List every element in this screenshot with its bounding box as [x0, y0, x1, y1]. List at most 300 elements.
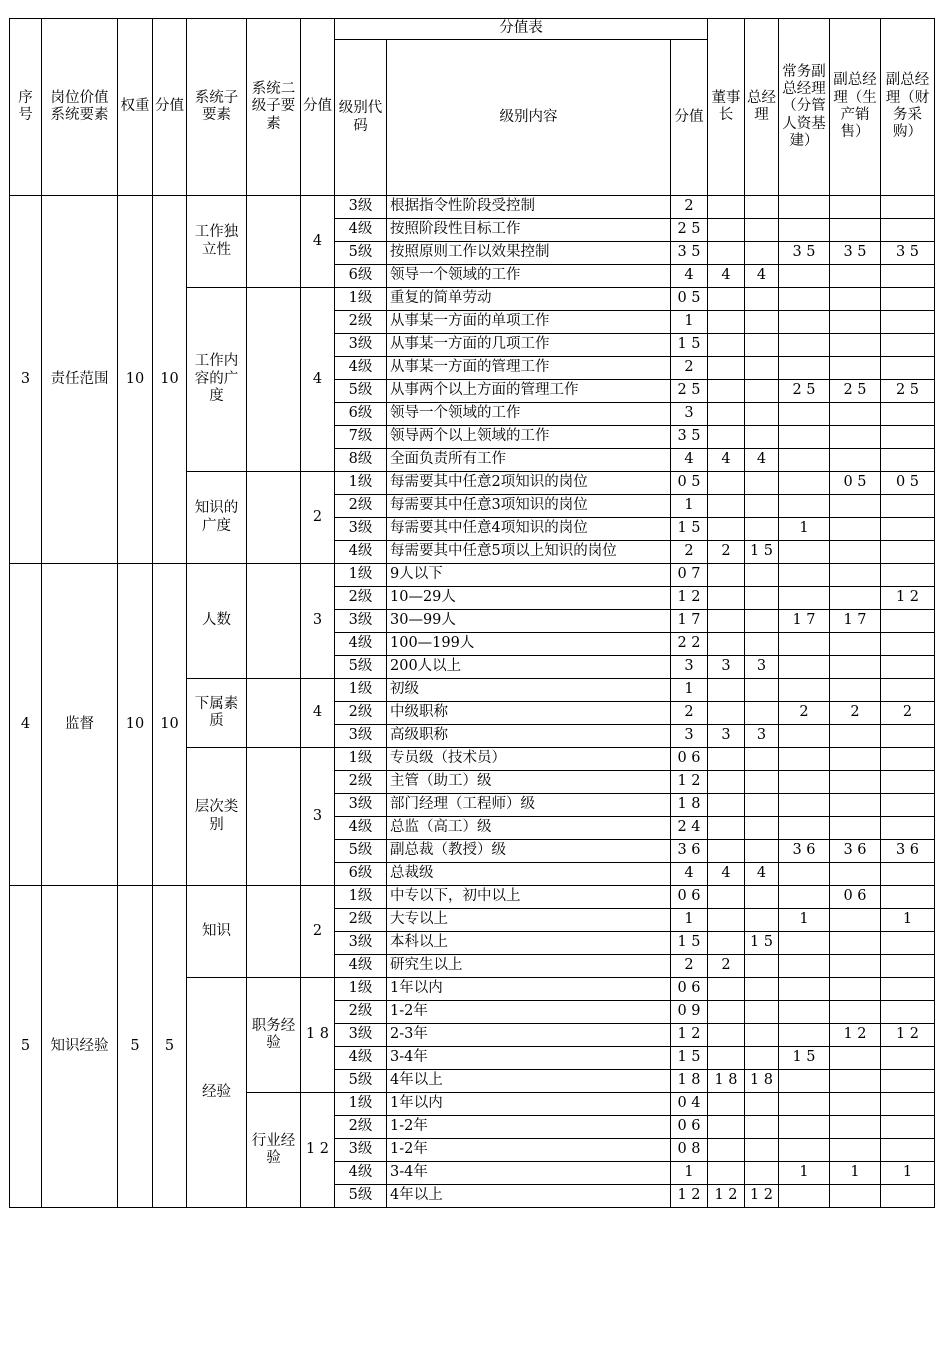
position-4-score-cell — [830, 1116, 881, 1139]
level-score-cell: 3 6 — [671, 840, 708, 863]
position-4-score-cell: 0 5 — [830, 472, 881, 495]
header-element: 岗位价值系统要素 — [42, 19, 118, 196]
position-2-score-cell — [745, 909, 779, 932]
level-score-cell: 0 6 — [671, 748, 708, 771]
header-level-score: 分值 — [671, 40, 708, 196]
position-1-score-cell — [708, 357, 745, 380]
level-code-cell: 2级 — [335, 702, 387, 725]
position-4-score-cell — [830, 725, 881, 748]
position-3-score-cell — [779, 449, 830, 472]
level-score-cell: 0 6 — [671, 886, 708, 909]
position-2-score-cell: 1 5 — [745, 541, 779, 564]
position-2-score-cell — [745, 196, 779, 219]
position-5-score-cell: 2 5 — [881, 380, 935, 403]
position-1-score-cell — [708, 426, 745, 449]
sub-element-cell: 经验 — [187, 978, 247, 1208]
position-5-score-cell — [881, 955, 935, 978]
position-2-score-cell — [745, 403, 779, 426]
sub2-element-cell — [247, 748, 301, 886]
level-content-cell: 部门经理（工程师）级 — [387, 794, 671, 817]
position-4-score-cell — [830, 1001, 881, 1024]
position-2-score-cell — [745, 242, 779, 265]
level-code-cell: 1级 — [335, 472, 387, 495]
position-1-score-cell — [708, 1024, 745, 1047]
level-score-cell: 4 — [671, 449, 708, 472]
level-code-cell: 2级 — [335, 1001, 387, 1024]
header-level-content: 级别内容 — [387, 40, 671, 196]
level-score-cell: 1 2 — [671, 1024, 708, 1047]
sub2-element-cell — [247, 288, 301, 472]
job-evaluation-table — [9, 18, 935, 1208]
level-code-cell: 2级 — [335, 909, 387, 932]
level-code-cell: 4级 — [335, 817, 387, 840]
position-1-score-cell — [708, 495, 745, 518]
table-row — [10, 564, 935, 587]
position-5-score-cell — [881, 334, 935, 357]
position-2-score-cell — [745, 1047, 779, 1070]
seq-cell: 3 — [10, 196, 42, 564]
position-3-score-cell — [779, 771, 830, 794]
position-5-score-cell — [881, 288, 935, 311]
position-5-score-cell — [881, 1139, 935, 1162]
position-4-score-cell — [830, 288, 881, 311]
position-4-score-cell — [830, 817, 881, 840]
position-5-score-cell — [881, 817, 935, 840]
position-5-score-cell — [881, 633, 935, 656]
position-4-score-cell — [830, 1185, 881, 1208]
position-4-score-cell — [830, 265, 881, 288]
sub-element-cell: 知识的广度 — [187, 472, 247, 564]
position-4-score-cell — [830, 334, 881, 357]
position-5-score-cell — [881, 794, 935, 817]
level-content-cell: 领导两个以上领域的工作 — [387, 426, 671, 449]
position-4-score-cell — [830, 196, 881, 219]
position-3-score-cell — [779, 334, 830, 357]
sub-score-cell: 4 — [301, 679, 335, 748]
position-4-score-cell — [830, 1070, 881, 1093]
position-3-score-cell — [779, 748, 830, 771]
position-1-score-cell: 4 — [708, 863, 745, 886]
position-4-score-cell — [830, 495, 881, 518]
position-1-score-cell — [708, 1093, 745, 1116]
level-content-cell: 1-2年 — [387, 1001, 671, 1024]
position-3-score-cell — [779, 541, 830, 564]
position-4-score-cell — [830, 794, 881, 817]
level-content-cell: 4年以上 — [387, 1185, 671, 1208]
level-content-cell: 大专以上 — [387, 909, 671, 932]
position-2-score-cell — [745, 840, 779, 863]
position-3-score-cell — [779, 495, 830, 518]
weight-cell: 10 — [118, 196, 153, 564]
position-2-score-cell — [745, 1024, 779, 1047]
level-code-cell: 1级 — [335, 748, 387, 771]
sub-score-cell: 4 — [301, 288, 335, 472]
level-score-cell: 1 — [671, 495, 708, 518]
position-5-score-cell — [881, 357, 935, 380]
level-code-cell: 1级 — [335, 679, 387, 702]
position-4-score-cell: 2 — [830, 702, 881, 725]
position-5-score-cell — [881, 656, 935, 679]
level-score-cell: 1 2 — [671, 587, 708, 610]
level-score-cell: 0 9 — [671, 1001, 708, 1024]
level-content-cell: 4年以上 — [387, 1070, 671, 1093]
level-code-cell: 8级 — [335, 449, 387, 472]
level-score-cell: 0 7 — [671, 564, 708, 587]
score-cell: 10 — [153, 564, 187, 886]
sub-score-cell: 1 8 — [301, 978, 335, 1093]
level-content-cell: 30—99人 — [387, 610, 671, 633]
sub2-element-cell — [247, 679, 301, 748]
level-score-cell: 3 5 — [671, 426, 708, 449]
position-3-score-cell — [779, 403, 830, 426]
position-3-score-cell — [779, 587, 830, 610]
sub2-element-cell: 职务经验 — [247, 978, 301, 1093]
score-cell: 5 — [153, 886, 187, 1208]
position-2-score-cell: 4 — [745, 449, 779, 472]
level-score-cell: 2 2 — [671, 633, 708, 656]
position-5-score-cell — [881, 886, 935, 909]
level-code-cell: 3级 — [335, 794, 387, 817]
position-2-score-cell — [745, 955, 779, 978]
level-code-cell: 1级 — [335, 1093, 387, 1116]
level-score-cell: 3 — [671, 725, 708, 748]
level-code-cell: 1级 — [335, 978, 387, 1001]
sub2-element-cell — [247, 196, 301, 288]
level-code-cell: 6级 — [335, 863, 387, 886]
position-5-score-cell — [881, 1185, 935, 1208]
position-5-score-cell: 1 2 — [881, 1024, 935, 1047]
level-score-cell: 2 5 — [671, 380, 708, 403]
level-content-cell: 每需要其中任意4项知识的岗位 — [387, 518, 671, 541]
position-3-score-cell: 1 — [779, 518, 830, 541]
level-score-cell: 2 5 — [671, 219, 708, 242]
position-1-score-cell — [708, 702, 745, 725]
level-score-cell: 1 5 — [671, 518, 708, 541]
position-3-score-cell: 1 — [779, 1162, 830, 1185]
position-5-score-cell: 3 5 — [881, 242, 935, 265]
position-4-score-cell — [830, 656, 881, 679]
level-score-cell: 1 8 — [671, 794, 708, 817]
position-4-score-cell: 0 6 — [830, 886, 881, 909]
level-content-cell: 主管（助工）级 — [387, 771, 671, 794]
position-2-score-cell — [745, 633, 779, 656]
position-1-score-cell — [708, 748, 745, 771]
level-score-cell: 0 6 — [671, 978, 708, 1001]
position-3-score-cell — [779, 1024, 830, 1047]
level-code-cell: 5级 — [335, 1185, 387, 1208]
level-code-cell: 3级 — [335, 610, 387, 633]
position-4-score-cell: 1 7 — [830, 610, 881, 633]
level-content-cell: 根据指令性阶段受控制 — [387, 196, 671, 219]
position-2-score-cell — [745, 886, 779, 909]
position-5-score-cell — [881, 978, 935, 1001]
position-1-score-cell — [708, 886, 745, 909]
level-code-cell: 4级 — [335, 219, 387, 242]
level-score-cell: 2 — [671, 955, 708, 978]
header-row-1 — [10, 19, 935, 40]
sub-score-cell: 3 — [301, 564, 335, 679]
position-3-score-cell — [779, 725, 830, 748]
level-score-cell: 1 5 — [671, 932, 708, 955]
position-3-score-cell — [779, 265, 830, 288]
position-4-score-cell — [830, 633, 881, 656]
position-1-score-cell — [708, 771, 745, 794]
level-content-cell: 1-2年 — [387, 1116, 671, 1139]
header-sub2-element: 系统二级子要素 — [247, 19, 301, 196]
level-content-cell: 1-2年 — [387, 1139, 671, 1162]
position-3-score-cell: 2 — [779, 702, 830, 725]
position-1-score-cell — [708, 1001, 745, 1024]
position-1-score-cell — [708, 817, 745, 840]
position-2-score-cell — [745, 978, 779, 1001]
level-score-cell: 3 5 — [671, 242, 708, 265]
level-score-cell: 1 2 — [671, 1185, 708, 1208]
position-1-score-cell — [708, 840, 745, 863]
level-score-cell: 4 — [671, 265, 708, 288]
sub-element-cell: 人数 — [187, 564, 247, 679]
position-4-score-cell — [830, 426, 881, 449]
position-2-score-cell: 3 — [745, 656, 779, 679]
position-4-score-cell: 3 6 — [830, 840, 881, 863]
position-3-score-cell — [779, 1116, 830, 1139]
position-4-score-cell — [830, 771, 881, 794]
position-1-score-cell — [708, 518, 745, 541]
level-code-cell: 3级 — [335, 1024, 387, 1047]
level-content-cell: 从事某一方面的管理工作 — [387, 357, 671, 380]
position-5-score-cell: 1 — [881, 1162, 935, 1185]
position-3-score-cell — [779, 863, 830, 886]
level-content-cell: 领导一个领域的工作 — [387, 265, 671, 288]
position-4-score-cell — [830, 311, 881, 334]
level-content-cell: 100—199人 — [387, 633, 671, 656]
level-code-cell: 3级 — [335, 334, 387, 357]
position-2-score-cell — [745, 472, 779, 495]
level-content-cell: 研究生以上 — [387, 955, 671, 978]
position-2-score-cell — [745, 794, 779, 817]
position-5-score-cell — [881, 1047, 935, 1070]
position-2-score-cell — [745, 311, 779, 334]
sub2-element-cell — [247, 564, 301, 679]
level-content-cell: 初级 — [387, 679, 671, 702]
position-2-score-cell: 1 2 — [745, 1185, 779, 1208]
level-content-cell: 本科以上 — [387, 932, 671, 955]
position-3-score-cell: 1 — [779, 909, 830, 932]
level-code-cell: 2级 — [335, 311, 387, 334]
position-1-score-cell — [708, 909, 745, 932]
level-content-cell: 总裁级 — [387, 863, 671, 886]
level-score-cell: 1 — [671, 679, 708, 702]
position-2-score-cell — [745, 357, 779, 380]
position-4-score-cell — [830, 955, 881, 978]
level-score-cell: 2 — [671, 196, 708, 219]
table-body — [10, 196, 935, 1208]
header-level-code: 级别代码 — [335, 40, 387, 196]
position-1-score-cell — [708, 564, 745, 587]
level-code-cell: 4级 — [335, 357, 387, 380]
position-4-score-cell: 3 5 — [830, 242, 881, 265]
position-2-score-cell — [745, 748, 779, 771]
position-2-score-cell — [745, 610, 779, 633]
position-5-score-cell — [881, 541, 935, 564]
level-code-cell: 3级 — [335, 518, 387, 541]
level-content-cell: 专员级（技术员） — [387, 748, 671, 771]
position-5-score-cell — [881, 311, 935, 334]
position-1-score-cell — [708, 311, 745, 334]
position-1-score-cell — [708, 679, 745, 702]
position-3-score-cell: 3 5 — [779, 242, 830, 265]
position-1-score-cell — [708, 1047, 745, 1070]
level-content-cell: 高级职称 — [387, 725, 671, 748]
sub-element-cell: 工作独立性 — [187, 196, 247, 288]
level-code-cell: 6级 — [335, 403, 387, 426]
position-5-score-cell — [881, 495, 935, 518]
level-code-cell: 2级 — [335, 1116, 387, 1139]
position-4-score-cell — [830, 357, 881, 380]
position-4-score-cell: 2 5 — [830, 380, 881, 403]
position-4-score-cell — [830, 932, 881, 955]
position-5-score-cell — [881, 1093, 935, 1116]
level-code-cell: 5级 — [335, 656, 387, 679]
position-3-score-cell — [779, 955, 830, 978]
header-sub-element: 系统子要素 — [187, 19, 247, 196]
position-1-score-cell: 1 8 — [708, 1070, 745, 1093]
position-5-score-cell — [881, 426, 935, 449]
level-code-cell: 6级 — [335, 265, 387, 288]
position-1-score-cell: 1 2 — [708, 1185, 745, 1208]
position-2-score-cell: 1 5 — [745, 932, 779, 955]
position-3-score-cell — [779, 1139, 830, 1162]
header-position-1: 董事长 — [708, 19, 745, 196]
level-code-cell: 2级 — [335, 587, 387, 610]
table-row — [10, 196, 935, 219]
position-4-score-cell — [830, 1047, 881, 1070]
position-2-score-cell — [745, 587, 779, 610]
table-row — [10, 886, 935, 909]
position-3-score-cell: 1 7 — [779, 610, 830, 633]
position-3-score-cell — [779, 564, 830, 587]
level-code-cell: 4级 — [335, 541, 387, 564]
position-5-score-cell — [881, 219, 935, 242]
position-1-score-cell — [708, 1139, 745, 1162]
position-1-score-cell — [708, 633, 745, 656]
sub-score-cell: 4 — [301, 196, 335, 288]
weight-cell: 5 — [118, 886, 153, 1208]
level-score-cell: 1 — [671, 909, 708, 932]
position-3-score-cell — [779, 1093, 830, 1116]
level-score-cell: 2 — [671, 541, 708, 564]
position-2-score-cell — [745, 1093, 779, 1116]
position-2-score-cell: 4 — [745, 265, 779, 288]
position-3-score-cell — [779, 633, 830, 656]
position-4-score-cell: 1 — [830, 1162, 881, 1185]
position-2-score-cell — [745, 1001, 779, 1024]
level-code-cell: 4级 — [335, 1162, 387, 1185]
level-code-cell: 1级 — [335, 288, 387, 311]
level-content-cell: 全面负责所有工作 — [387, 449, 671, 472]
sub2-element-cell — [247, 886, 301, 978]
position-4-score-cell — [830, 1093, 881, 1116]
position-1-score-cell — [708, 242, 745, 265]
header-position-4: 副总经理（生产销售） — [830, 19, 881, 196]
position-4-score-cell — [830, 679, 881, 702]
level-code-cell: 4级 — [335, 955, 387, 978]
position-3-score-cell: 3 6 — [779, 840, 830, 863]
level-code-cell: 2级 — [335, 771, 387, 794]
level-content-cell: 从事两个以上方面的管理工作 — [387, 380, 671, 403]
level-score-cell: 0 8 — [671, 1139, 708, 1162]
position-5-score-cell: 1 2 — [881, 587, 935, 610]
level-code-cell: 7级 — [335, 426, 387, 449]
position-5-score-cell — [881, 863, 935, 886]
position-2-score-cell — [745, 1116, 779, 1139]
weight-cell: 10 — [118, 564, 153, 886]
position-3-score-cell: 1 5 — [779, 1047, 830, 1070]
level-content-cell: 每需要其中任意2项知识的岗位 — [387, 472, 671, 495]
sub-element-cell: 层次类别 — [187, 748, 247, 886]
level-code-cell: 5级 — [335, 840, 387, 863]
position-3-score-cell — [779, 196, 830, 219]
sub-element-cell: 知识 — [187, 886, 247, 978]
position-3-score-cell: 2 5 — [779, 380, 830, 403]
position-5-score-cell — [881, 449, 935, 472]
position-4-score-cell — [830, 449, 881, 472]
position-5-score-cell — [881, 748, 935, 771]
position-1-score-cell — [708, 334, 745, 357]
sub2-element-cell — [247, 472, 301, 564]
position-2-score-cell — [745, 771, 779, 794]
level-score-cell: 1 5 — [671, 334, 708, 357]
level-code-cell: 2级 — [335, 495, 387, 518]
position-3-score-cell — [779, 1070, 830, 1093]
position-5-score-cell — [881, 771, 935, 794]
position-1-score-cell — [708, 978, 745, 1001]
position-5-score-cell — [881, 725, 935, 748]
level-code-cell: 3级 — [335, 932, 387, 955]
level-score-cell: 0 5 — [671, 472, 708, 495]
level-content-cell: 中专以下，初中以上 — [387, 886, 671, 909]
position-3-score-cell — [779, 472, 830, 495]
position-3-score-cell — [779, 794, 830, 817]
level-code-cell: 1级 — [335, 886, 387, 909]
position-4-score-cell — [830, 587, 881, 610]
sub-score-cell: 2 — [301, 472, 335, 564]
level-content-cell: 按照原则工作以效果控制 — [387, 242, 671, 265]
level-code-cell: 5级 — [335, 1070, 387, 1093]
position-2-score-cell: 1 8 — [745, 1070, 779, 1093]
level-content-cell: 从事某一方面的几项工作 — [387, 334, 671, 357]
position-1-score-cell: 2 — [708, 955, 745, 978]
position-1-score-cell — [708, 219, 745, 242]
position-1-score-cell: 4 — [708, 265, 745, 288]
position-3-score-cell — [779, 679, 830, 702]
level-code-cell: 5级 — [335, 242, 387, 265]
position-5-score-cell — [881, 518, 935, 541]
sub-score-cell: 1 2 — [301, 1093, 335, 1208]
position-2-score-cell: 4 — [745, 863, 779, 886]
position-3-score-cell — [779, 1185, 830, 1208]
header-seq: 序号 — [10, 19, 42, 196]
position-5-score-cell: 2 — [881, 702, 935, 725]
position-2-score-cell — [745, 426, 779, 449]
sub-element-cell: 下属素质 — [187, 679, 247, 748]
level-score-cell: 1 — [671, 311, 708, 334]
position-1-score-cell — [708, 288, 745, 311]
position-4-score-cell — [830, 748, 881, 771]
position-2-score-cell — [745, 702, 779, 725]
position-1-score-cell — [708, 610, 745, 633]
element-cell: 责任范围 — [42, 196, 118, 564]
level-score-cell: 1 — [671, 1162, 708, 1185]
